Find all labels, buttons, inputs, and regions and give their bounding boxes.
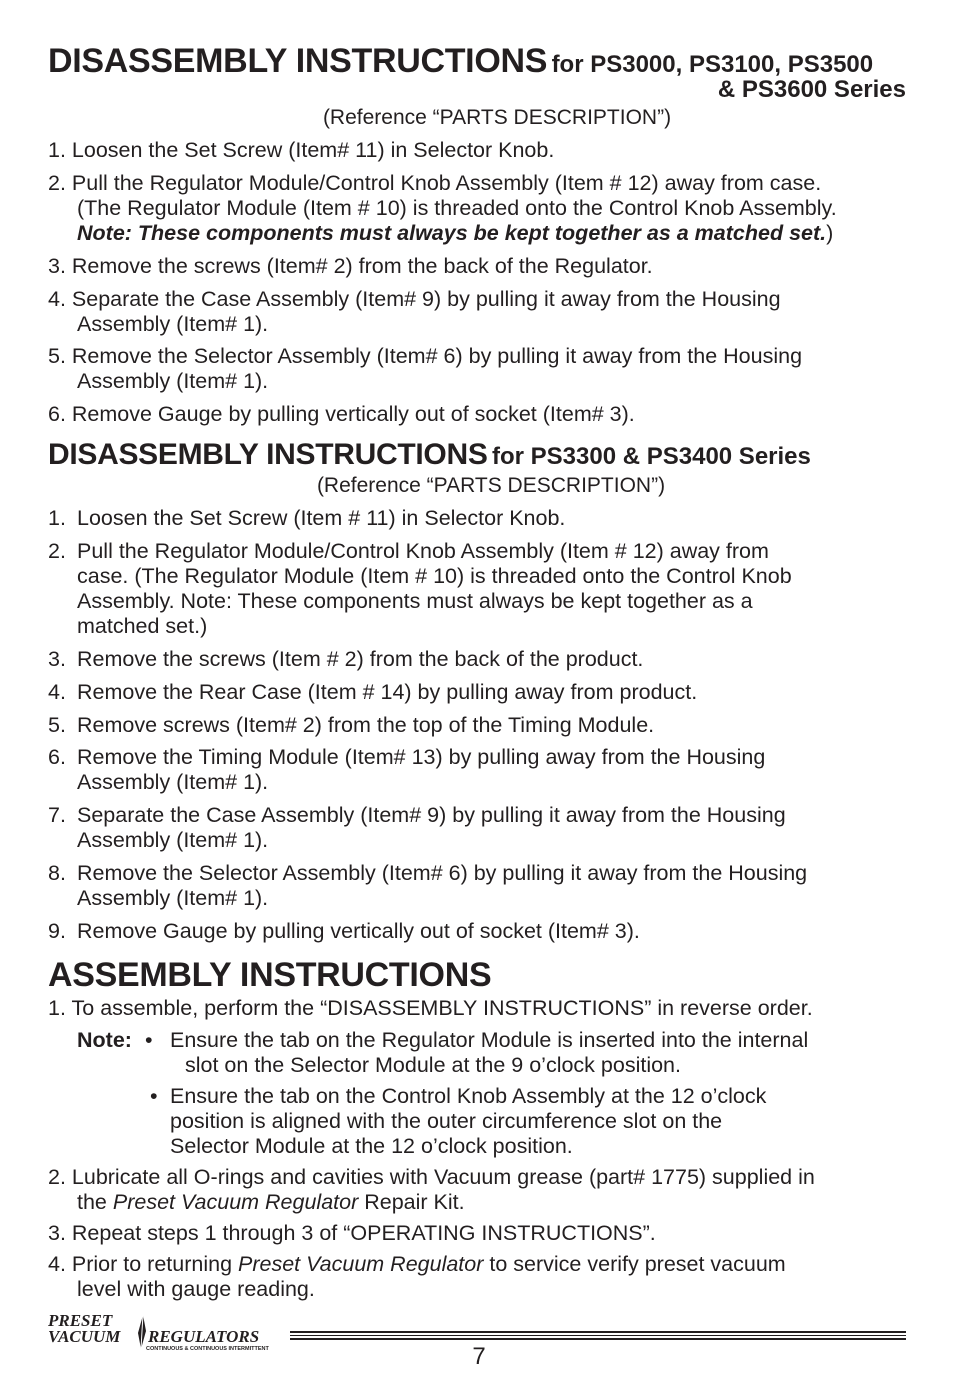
s2-step-3-number: 3. xyxy=(48,647,66,671)
section2-title xyxy=(48,438,811,472)
s2-step-4-number: 4. xyxy=(48,680,66,704)
s2-step-2-line1: Pull the Regulator Module/Control Knob Assembly (Item # 12) away from xyxy=(77,539,769,563)
s2-step-8-line1: Remove the Selector Assembly (Item# 6) by pulling it away from the Housing xyxy=(77,861,808,885)
s3-note-label: Note: xyxy=(77,1028,132,1052)
s2-step-6-line1: Remove the Timing Module (Item# 13) by pulling away from the Housing xyxy=(77,745,766,769)
s3-bullet-2-line3: Selector Module at the 12 o’clock position. xyxy=(170,1134,573,1158)
s3-bullet-1-line2: slot on the Selector Module at the 9 o’clock position. xyxy=(185,1053,681,1077)
s2-step-9-number: 9. xyxy=(48,919,66,943)
s2-step-6-number: 6. xyxy=(48,745,66,769)
s1-step-2-close: ) xyxy=(826,221,834,245)
s2-step-2-number: 2. xyxy=(48,539,66,563)
s1-step-6: 6. Remove Gauge by pulling vertically out of socket (Item# 3). xyxy=(48,402,635,426)
s1-step-1: 1. Loosen the Set Screw (Item# 11) in Selector Knob. xyxy=(48,138,555,162)
s3-step-1: 1. To assemble, perform the “DISASSEMBLY INSTRUCTIONS” in reverse order. xyxy=(48,996,813,1020)
footer-rule-2 xyxy=(290,1335,906,1336)
section2-title-main: DISASSEMBLY INSTRUCTIONS xyxy=(48,438,488,471)
page-number: 7 xyxy=(472,1343,486,1370)
s2-step-7-line1: Separate the Case Assembly (Item# 9) by pulling it away from the Housing xyxy=(77,803,786,827)
footer-rule-1 xyxy=(290,1331,906,1333)
section1-reference: (Reference “PARTS DESCRIPTION”) xyxy=(322,106,672,129)
s3-bullet-2-line2: position is aligned with the outer circumference slot on the xyxy=(170,1109,723,1133)
s3-step-4-line2: level with gauge reading. xyxy=(77,1277,315,1301)
s3-bullet-1-dot: • xyxy=(145,1028,153,1052)
s1-step-2-line2: (The Regulator Module (Item # 10) is threaded onto the Control Knob Assembly. xyxy=(77,196,837,220)
s1-step-2-line1: 2. Pull the Regulator Module/Control Knob Assembly (Item # 12) away from case. xyxy=(48,171,822,195)
s1-step-3: 3. Remove the screws (Item# 2) from the back of the Regulator. xyxy=(48,254,653,278)
s3-step-3: 3. Repeat steps 1 through 3 of “OPERATING INSTRUCTIONS”. xyxy=(48,1221,656,1245)
s2-step-9-line1: Remove Gauge by pulling vertically out of socket (Item# 3). xyxy=(77,919,640,943)
s2-step-6-line2: Assembly (Item# 1). xyxy=(77,770,269,794)
s3-step-4-product: Preset Vacuum Regulator xyxy=(238,1252,484,1276)
s2-step-2-line4: matched set.) xyxy=(77,614,208,638)
s1-step-2-note: Note: These components must always be kept together as a matched set. xyxy=(77,221,827,245)
section1-title-line2: & PS3600 Series xyxy=(717,76,906,103)
s1-step-4-line1: 4. Separate the Case Assembly (Item# 9) by pulling it away from the Housing xyxy=(48,287,781,311)
s3-bullet-2-line1: Ensure the tab on the Control Knob Assembly at the 12 o’clock xyxy=(170,1084,767,1108)
s3-step-2-pre: the xyxy=(77,1190,113,1214)
s1-step-2-line3 xyxy=(77,221,833,246)
logo-line2b: REGULATORS xyxy=(148,1327,260,1346)
s2-step-5-line1: Remove screws (Item# 2) from the top of the Timing Module. xyxy=(77,713,655,737)
section1-title-main: DISASSEMBLY INSTRUCTIONS xyxy=(48,42,548,80)
s3-step-2-post: Repair Kit. xyxy=(358,1190,465,1214)
s2-step-2-line2: case. (The Regulator Module (Item # 10) is threaded onto the Control Knob xyxy=(77,564,792,588)
logo-tagline: CONTINUOUS & CONTINUOUS INTERMITTENT xyxy=(146,1346,269,1352)
s3-step-2-line2 xyxy=(77,1190,465,1215)
s2-step-1-line1: Loosen the Set Screw (Item # 11) in Selector Knob. xyxy=(77,506,566,530)
logo-line1: PRESET xyxy=(48,1311,113,1330)
s2-step-3-line1: Remove the screws (Item # 2) from the back of the product. xyxy=(77,647,644,671)
section1-title-for: for PS3000, PS3100, PS3500 xyxy=(551,51,874,78)
s3-step-4-line1 xyxy=(48,1252,786,1277)
section2-reference: (Reference “PARTS DESCRIPTION”) xyxy=(316,474,666,497)
s2-step-5-number: 5. xyxy=(48,713,66,737)
s3-step-2-product: Preset Vacuum Regulator xyxy=(112,1190,359,1214)
s2-step-8-line2: Assembly (Item# 1). xyxy=(77,886,269,910)
s2-step-7-number: 7. xyxy=(48,803,66,827)
section2-title-for: for PS3300 & PS3400 Series xyxy=(492,443,811,470)
s3-bullet-2-dot: • xyxy=(150,1084,158,1108)
s3-step-4-pre: 4. Prior to returning xyxy=(48,1252,239,1276)
s1-step-5-line2: Assembly (Item# 1). xyxy=(77,369,269,393)
section3-title: ASSEMBLY INSTRUCTIONS xyxy=(48,956,492,994)
s2-step-4-line1: Remove the Rear Case (Item # 14) by pulling away from product. xyxy=(77,680,698,704)
s2-step-2-line3: Assembly. Note: These components must always be kept together as a xyxy=(77,589,753,613)
footer-rule-3 xyxy=(290,1338,906,1340)
s3-step-2-line1: 2. Lubricate all O-rings and cavities with Vacuum grease (part# 1775) supplied in xyxy=(48,1165,815,1189)
s3-bullet-1-line1: Ensure the tab on the Regulator Module is inserted into the internal xyxy=(170,1028,809,1052)
s1-step-5-line1: 5. Remove the Selector Assembly (Item# 6) by pulling it away from the Housing xyxy=(48,344,803,368)
s2-step-8-number: 8. xyxy=(48,861,66,885)
logo-line2a: VACUUM xyxy=(48,1327,121,1346)
s2-step-1-number: 1. xyxy=(48,506,66,530)
s1-step-4-line2: Assembly (Item# 1). xyxy=(77,312,269,336)
s3-step-4-post: to service verify preset vacuum xyxy=(483,1252,786,1276)
s2-step-7-line2: Assembly (Item# 1). xyxy=(77,828,269,852)
